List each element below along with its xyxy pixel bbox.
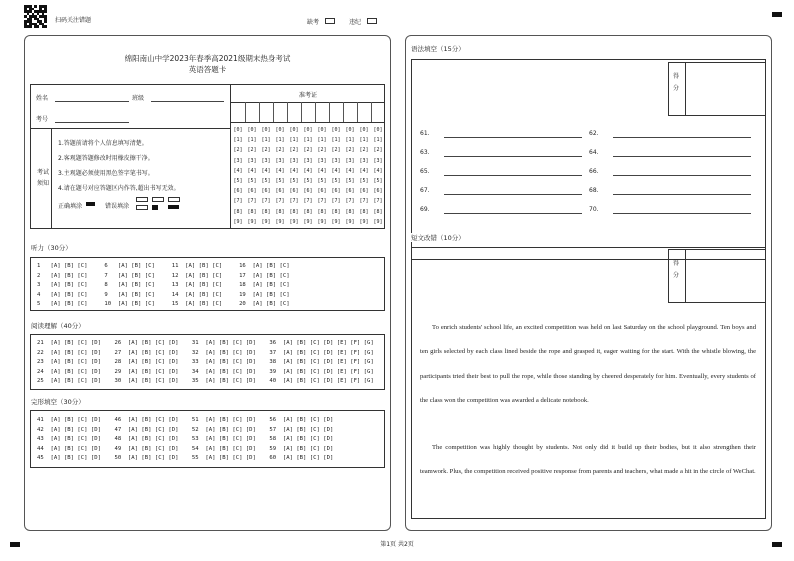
grammar-item-number: 66. (589, 168, 599, 175)
admission-digit-option[interactable]: [1] (289, 137, 299, 144)
admission-digit-option[interactable]: [9] (275, 218, 285, 225)
qr-caption: 扫码关注错题 (55, 17, 92, 24)
admission-digit-option[interactable]: [7] (373, 198, 383, 205)
grammar-answer-line[interactable] (613, 213, 751, 214)
admission-digit-option[interactable]: [2] (317, 147, 327, 154)
notice-item: 3.主观题必须使用黑色签字笔书写。 (58, 170, 154, 177)
admission-digit-option[interactable]: [0] (303, 127, 313, 133)
admission-digit-option[interactable]: [9] (247, 218, 257, 225)
admission-digit-option[interactable]: [6] (317, 188, 327, 195)
correction-paragraph: To enrich students' school life, an excited competition was held on last Saturday on the school playground. Ten boys and ten girls selected by each class lined beside the rope and grasped it, eager waiting for the start. With the whistle blowing, the participants tried their best to pull the rope, while those standing by cheered desperately for him. Eventually, every students of the class won the competition was awarded a delicate notebook. (420, 324, 756, 404)
admission-digit-column (329, 125, 343, 227)
grammar-answer-line[interactable] (613, 175, 751, 176)
admission-digit-option[interactable]: [4] (331, 167, 341, 174)
admission-digit-column (245, 125, 259, 227)
reading-answers (30, 334, 385, 390)
answer-row[interactable]: 5 [A] [B] [C] 10 [A] [B] [C] 15 [A] [B] [C] 20 [A] [B] [C] (37, 301, 290, 308)
admission-digit-option[interactable]: [3] (289, 157, 299, 164)
admission-column-divider (357, 102, 358, 122)
admission-digit-option[interactable]: [3] (373, 157, 383, 164)
alignment-mark-top-right (772, 12, 782, 17)
notice-item: 2.客观题答题修改时用橡皮擦干净。 (58, 155, 154, 162)
admission-column-divider (259, 102, 260, 122)
grammar-answer-line[interactable] (613, 137, 751, 138)
grammar-item-number: 70. (589, 206, 599, 213)
admission-digit-option[interactable]: [3] (247, 157, 257, 164)
admission-digit-option[interactable]: [2] (275, 147, 285, 154)
grammar-answer-line[interactable] (444, 194, 582, 195)
answer-row[interactable]: 41 [A] [B] [C] [D] 46 [A] [B] [C] [D] 51 [A] [B] [C] [D] 56 [A] [B] [C] [D] (37, 417, 334, 423)
correction-paragraph: The competition was highly thought by students. Not only did it build up their bodies, but it also strengthen their teamwork. Plus, the competition received positive response from parents and teachers, what made a hit in the circle of WeChat. (420, 444, 756, 476)
admission-digit-option[interactable]: [0] (345, 127, 355, 133)
violation-label: 违纪 (349, 19, 362, 26)
grammar-area (411, 59, 766, 260)
admission-digit-option[interactable]: [0] (289, 127, 299, 133)
grammar-answer-line[interactable] (444, 213, 582, 214)
grammar-item-number: 64. (589, 149, 599, 156)
absent-label: 缺考 (307, 19, 320, 26)
grammar-item-number: 63. (420, 149, 430, 156)
admission-digit-option[interactable]: [5] (359, 178, 369, 185)
admission-digit-option[interactable]: [5] (247, 178, 257, 185)
admission-digit-option[interactable]: [3] (261, 157, 271, 164)
admission-digit-column (301, 125, 315, 227)
wrong-fill-sample (168, 197, 180, 202)
admission-digit-option[interactable]: [8] (247, 208, 257, 215)
notice-side-label-2: 须知 (37, 180, 50, 187)
admission-digit-option[interactable]: [2] (247, 147, 257, 154)
admission-digit-option[interactable]: [6] (289, 188, 299, 195)
admission-digit-option[interactable]: [7] (359, 198, 369, 205)
admission-digit-option[interactable]: [8] (303, 208, 313, 215)
admission-column-divider (287, 102, 288, 122)
admission-digit-option[interactable]: [4] (261, 167, 271, 174)
admission-digit-option[interactable]: [4] (247, 167, 257, 174)
admission-digit-option[interactable]: [7] (317, 198, 327, 205)
score-label: 分 (673, 272, 680, 279)
exam-no-field[interactable] (55, 122, 129, 123)
score-box-divider (685, 250, 686, 302)
admission-digit-option[interactable]: [5] (317, 178, 327, 185)
admission-digit-option[interactable]: [0] (247, 127, 257, 133)
admission-digit-option[interactable]: [1] (331, 137, 341, 144)
admission-column-divider (301, 102, 302, 122)
admission-digit-option[interactable]: [3] (317, 157, 327, 164)
admission-digit-option[interactable]: [4] (317, 167, 327, 174)
admission-digit-option[interactable]: [8] (345, 208, 355, 215)
grammar-answer-line[interactable] (613, 156, 751, 157)
admission-digit-column (343, 125, 357, 227)
listening-title: 听力（30分） (31, 244, 72, 252)
correction-title: 短文改错（10分） (411, 234, 465, 242)
admission-digit-option[interactable]: [5] (275, 178, 285, 185)
admission-digit-option[interactable]: [0] (275, 127, 285, 133)
admission-digit-option[interactable]: [3] (275, 157, 285, 164)
grammar-item-number: 61. (420, 130, 430, 137)
score-label: 得 (673, 73, 680, 80)
admission-digit-option[interactable]: [2] (233, 147, 243, 154)
admission-digit-option[interactable]: [1] (261, 137, 271, 144)
answer-row[interactable]: 25 [A] [B] [C] [D] 30 [A] [B] [C] [D] 35 [A] [B] [C] [D] 40 [A] [B] [C] [D] [E] [F] [G] (37, 378, 374, 385)
admission-digit-column (273, 125, 287, 227)
admission-digit-option[interactable]: [5] (261, 178, 271, 185)
admission-digit-option[interactable]: [3] (345, 157, 355, 164)
notice-side-divider (51, 128, 52, 228)
admission-digit-option[interactable]: [6] (345, 188, 355, 195)
answer-row[interactable]: 2 [A] [B] [C] 7 [A] [B] [C] 12 [A] [B] [C] 17 [A] [B] [C] (37, 272, 290, 279)
answer-row[interactable]: 4 [A] [B] [C] 9 [A] [B] [C] 14 [A] [B] [C] 19 [A] [B] [C] (37, 291, 290, 298)
admission-digit-option[interactable]: [2] (331, 147, 341, 154)
admission-digit-option[interactable]: [9] (233, 218, 243, 225)
grammar-answer-line[interactable] (444, 137, 582, 138)
grammar-item-number: 67. (420, 187, 430, 194)
page-title: 绵阳南山中学2023年春季高2021级期末热身考试 (124, 54, 291, 63)
correct-fill-sample (86, 202, 95, 206)
grammar-answer-line[interactable] (613, 194, 751, 195)
admission-digit-option[interactable]: [8] (331, 208, 341, 215)
admission-digit-option[interactable]: [2] (289, 147, 299, 154)
admission-digit-option[interactable]: [1] (359, 137, 369, 144)
grammar-item-number: 62. (589, 130, 599, 137)
admission-digit-column (357, 125, 371, 227)
admission-digit-option[interactable]: [5] (373, 178, 383, 185)
admission-digit-option[interactable]: [2] (261, 147, 271, 154)
wrong-fill-sample (152, 205, 158, 210)
correct-fill-label: 正确填涂 (58, 203, 83, 210)
admission-digit-option[interactable]: [9] (373, 218, 383, 225)
grammar-item-number: 69. (420, 206, 430, 213)
admission-column-divider (315, 102, 316, 122)
right-panel (405, 35, 772, 531)
grammar-item-number: 68. (589, 187, 599, 194)
grammar-title: 语法填空（15分） (411, 45, 465, 53)
violation-checkbox[interactable] (367, 18, 377, 24)
admission-digit-option[interactable]: [0] (373, 127, 383, 133)
admission-digit-option[interactable]: [6] (261, 188, 271, 195)
exam-no-label: 考号 (36, 116, 49, 123)
class-field[interactable] (151, 101, 224, 102)
admission-digit-option[interactable]: [1] (233, 137, 243, 144)
answer-row[interactable]: 42 [A] [B] [C] [D] 47 [A] [B] [C] [D] 52 [A] [B] [C] [D] 57 [A] [B] [C] [D] (37, 426, 334, 433)
reading-title: 阅读理解（40分） (31, 322, 85, 330)
admission-digit-option[interactable]: [1] (317, 137, 327, 144)
page-subtitle: 英语答题卡 (188, 65, 227, 74)
notice-item: 4.请在题号对应答题区内作答,超出书写无效。 (58, 185, 180, 192)
admission-digit-option[interactable]: [9] (331, 218, 341, 225)
answer-row[interactable]: 21 [A] [B] [C] [D] 26 [A] [B] [C] [D] 31 [A] [B] [C] [D] 36 [A] [B] [C] [D] [E] [F] [G] (37, 340, 374, 346)
wrong-fill-sample (168, 205, 179, 209)
admission-digit-option[interactable]: [4] (373, 167, 383, 174)
admission-digit-option[interactable]: [3] (359, 157, 369, 164)
answer-row[interactable]: 24 [A] [B] [C] [D] 29 [A] [B] [C] [D] 34 [A] [B] [C] [D] 39 [A] [B] [C] [D] [E] [F] [G] (37, 368, 374, 375)
admission-digit-option[interactable]: [5] (303, 178, 313, 185)
wrong-fill-sample (136, 205, 148, 210)
cloze-title: 完形填空（30分） (31, 398, 85, 406)
admission-digit-option[interactable]: [4] (359, 167, 369, 174)
admission-digit-option[interactable]: [9] (303, 218, 313, 225)
admission-column-divider (343, 102, 344, 122)
admission-digit-option[interactable]: [6] (359, 188, 369, 195)
notice-item: 1.答题前请将个人信息填写清楚。 (58, 140, 148, 147)
admission-label: 准考证 (298, 92, 317, 99)
admission-digit-option[interactable]: [0] (317, 127, 327, 133)
admission-digit-option[interactable]: [8] (289, 208, 299, 215)
admission-digit-option[interactable]: [6] (373, 188, 383, 195)
score-label: 得 (673, 260, 680, 267)
admission-digit-option[interactable]: [4] (289, 167, 299, 174)
admission-digit-option[interactable]: [5] (233, 178, 243, 185)
admission-digit-option[interactable]: [9] (317, 218, 327, 225)
admission-digit-column (371, 125, 385, 227)
admission-digit-option[interactable]: [7] (345, 198, 355, 205)
admission-digit-option[interactable]: [6] (331, 188, 341, 195)
admission-digit-option[interactable]: [9] (345, 218, 355, 225)
admission-digit-option[interactable]: [6] (233, 188, 243, 195)
admission-digit-option[interactable]: [8] (359, 208, 369, 215)
admission-digit-option[interactable]: [5] (331, 178, 341, 185)
admission-digit-option[interactable]: [0] (261, 127, 271, 133)
admission-grid (230, 85, 385, 228)
admission-digit-option[interactable]: [8] (317, 208, 327, 215)
admission-digit-option[interactable]: [8] (373, 208, 383, 215)
admission-column-divider (371, 102, 372, 122)
admission-digit-option[interactable]: [5] (289, 178, 299, 185)
admission-digit-option[interactable]: [8] (233, 208, 243, 215)
admission-digit-option[interactable]: [5] (345, 178, 355, 185)
name-label: 姓名 (36, 95, 49, 102)
cloze-answers (30, 410, 385, 468)
admission-column-divider (329, 102, 330, 122)
admission-digit-option[interactable]: [0] (233, 127, 243, 133)
admission-digit-option[interactable]: [7] (289, 198, 299, 205)
admission-digit-option[interactable]: [9] (359, 218, 369, 225)
admission-column-divider (273, 102, 274, 122)
admission-digit-option[interactable]: [7] (261, 198, 271, 205)
answer-row[interactable]: 45 [A] [B] [C] [D] 50 [A] [B] [C] [D] 55 [A] [B] [C] [D] 60 [A] [B] [C] [D] (37, 455, 334, 462)
answer-row[interactable]: 23 [A] [B] [C] [D] 28 [A] [B] [C] [D] 33 [A] [B] [C] [D] 38 [A] [B] [C] [D] [E] [F] [G] (37, 359, 374, 366)
correction-score-box[interactable] (668, 249, 766, 303)
score-label: 分 (673, 85, 680, 92)
absent-checkbox[interactable] (325, 18, 335, 24)
admission-digit-option[interactable]: [1] (373, 137, 383, 144)
admission-digit-option[interactable]: [9] (289, 218, 299, 225)
admission-digit-column (231, 125, 245, 227)
admission-digit-option[interactable]: [2] (373, 147, 383, 154)
score-box-divider (685, 63, 686, 115)
answer-row[interactable]: 3 [A] [B] [C] 8 [A] [B] [C] 13 [A] [B] [C] 18 [A] [B] [C] (37, 282, 290, 289)
candidate-info-block (30, 84, 385, 229)
admission-columns (231, 102, 385, 228)
name-field[interactable] (55, 101, 129, 102)
admission-digit-option[interactable]: [1] (275, 137, 285, 144)
admission-digit-option[interactable]: [4] (275, 167, 285, 174)
admission-digit-option[interactable]: [6] (247, 188, 257, 195)
admission-digit-option[interactable]: [9] (261, 218, 271, 225)
admission-digit-option[interactable]: [2] (303, 147, 313, 154)
admission-digit-option[interactable]: [7] (303, 198, 313, 205)
admission-digit-option[interactable]: [4] (303, 167, 313, 174)
admission-digit-option[interactable]: [3] (233, 157, 243, 164)
class-label: 班级 (132, 95, 145, 102)
notice-side-label-1: 考试 (37, 169, 50, 176)
admission-digit-option[interactable]: [1] (345, 137, 355, 144)
admission-digit-option[interactable]: [2] (345, 147, 355, 154)
admission-digit-option[interactable]: [2] (359, 147, 369, 154)
grammar-item-number: 65. (420, 168, 430, 175)
grammar-answer-line[interactable] (444, 156, 582, 157)
grammar-answer-line[interactable] (444, 175, 582, 176)
admission-digit-column (287, 125, 301, 227)
admission-digit-option[interactable]: [7] (275, 198, 285, 205)
admission-digit-option[interactable]: [8] (261, 208, 271, 215)
admission-digit-option[interactable]: [1] (247, 137, 257, 144)
admission-digit-column (315, 125, 329, 227)
left-panel (24, 35, 391, 531)
admission-digit-option[interactable]: [7] (331, 198, 341, 205)
info-divider (31, 128, 230, 129)
admission-digit-option[interactable]: [6] (275, 188, 285, 195)
admission-digit-option[interactable]: [4] (233, 167, 243, 174)
listening-answers (30, 257, 385, 311)
admission-digit-option[interactable]: [7] (247, 198, 257, 205)
admission-digit-option[interactable]: [3] (303, 157, 313, 164)
admission-digit-column (259, 125, 273, 227)
admission-digit-option[interactable]: [0] (331, 127, 341, 133)
admission-column-divider (245, 102, 246, 122)
admission-digit-option[interactable]: [0] (359, 127, 369, 133)
wrong-fill-sample (136, 197, 148, 202)
admission-digit-option[interactable]: [8] (275, 208, 285, 215)
admission-digit-option[interactable]: [6] (303, 188, 313, 195)
answer-row[interactable]: 44 [A] [B] [C] [D] 49 [A] [B] [C] [D] 54 [A] [B] [C] [D] 59 [A] [B] [C] [D] (37, 445, 334, 452)
wrong-fill-sample (152, 197, 164, 202)
admission-digit-option[interactable]: [7] (233, 198, 243, 205)
correction-area (411, 247, 766, 519)
wrong-fill-label: 错误填涂 (105, 203, 130, 210)
answer-row[interactable]: 43 [A] [B] [C] [D] 48 [A] [B] [C] [D] 53 [A] [B] [C] [D] 58 [A] [B] [C] [D] (37, 436, 334, 443)
qr-code (24, 5, 47, 28)
answer-row[interactable]: 1 [A] [B] [C] 6 [A] [B] [C] 11 [A] [B] [C] 16 [A] [B] [C] (37, 263, 290, 269)
admission-digit-option[interactable]: [4] (345, 167, 355, 174)
grammar-score-box[interactable] (668, 62, 766, 116)
page-footer: 第1页 共2页 (380, 541, 414, 548)
admission-digit-option[interactable]: [1] (303, 137, 313, 144)
answer-row[interactable]: 22 [A] [B] [C] [D] 27 [A] [B] [C] [D] 32 [A] [B] [C] [D] 37 [A] [B] [C] [D] [E] [F] [G] (37, 349, 374, 356)
admission-digit-option[interactable]: [3] (331, 157, 341, 164)
